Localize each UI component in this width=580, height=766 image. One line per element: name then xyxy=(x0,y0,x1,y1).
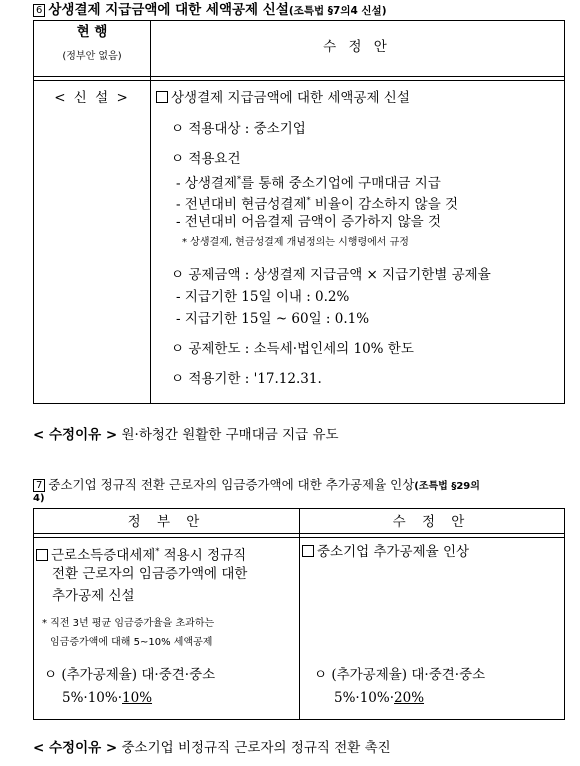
section-7-title-ref: (조특법 §29의 xyxy=(414,481,480,492)
amend-7-rate-values: 5%·10%·20% xyxy=(334,690,425,706)
table-6-left-header: 현 행 xyxy=(76,24,108,40)
table-7-header-rule xyxy=(33,533,564,538)
gov-7-line-1: 근로소득증대세제* 적용시 정규직 xyxy=(36,542,246,566)
checkbox-square-icon xyxy=(302,545,314,557)
section-number-6: 6 xyxy=(33,4,45,17)
table-6-right-header: 수 정 안 xyxy=(323,39,391,55)
amend-7-line-1: 중소기업 추가공제율 인상 xyxy=(302,542,469,562)
proposal-6-limit: ㅇ 공제한도 : 소득세·법인세의 10% 한도 xyxy=(171,341,414,357)
table-7-divider xyxy=(299,508,300,719)
checkbox-square-icon xyxy=(156,91,168,103)
proposal-6-req-3: - 전년대비 어음결제 금액이 증가하지 않을 것 xyxy=(176,214,442,230)
proposal-6-footnote: * 상생결제, 현금성결제 개념정의는 시행령에서 규정 xyxy=(182,237,409,248)
section-7-title xyxy=(33,476,480,496)
table-7-right-header: 수 정 안 xyxy=(392,514,471,530)
gov-7-sme-rate: 10% xyxy=(122,690,153,706)
proposal-6-requirements: ㅇ 적용요건 xyxy=(171,151,241,167)
section-6-reason xyxy=(33,425,339,445)
proposal-6-req-2: - 전년대비 현금성결제* 비율이 감소하지 않을 것 xyxy=(176,196,459,213)
gov-7-footnote-1: * 직전 3년 평균 임금증가율을 초과하는 xyxy=(42,618,215,629)
reason-label: < 수정이유 > xyxy=(33,427,118,443)
amend-7-sme-rate: 20% xyxy=(394,690,425,706)
table-7-left-header: 정 부 안 xyxy=(127,514,206,530)
proposal-6-deadline: ㅇ 적용기한 : '17.12.31. xyxy=(171,371,322,387)
checkbox-square-icon xyxy=(36,549,48,561)
section-7-title-ref-cont: 4) xyxy=(33,493,45,504)
table-6-left-body: < 신 설 > xyxy=(54,90,130,106)
gov-7-rate-values: 5%·10%·10% xyxy=(62,690,153,706)
section-7-title-text: 중소기업 정규직 전환 근로자의 임금증가액에 대한 추가공제율 인상 xyxy=(48,477,415,492)
proposal-6-rate-1: - 지급기한 15일 이내 : 0.2% xyxy=(176,289,350,305)
reason-text: 원·하청간 원활한 구매대금 지급 유도 xyxy=(121,427,339,443)
section-6-title-text: 상생결제 지급금액에 대한 세액공제 신설 xyxy=(48,2,289,18)
gov-7-line-2: 전환 근로자의 임금증가액에 대한 xyxy=(52,566,248,582)
gov-7-rate-line: ㅇ (추가공제율) 대·중견·중소 xyxy=(44,667,216,683)
section-number-7: 7 xyxy=(33,479,45,492)
table-6-header-rule xyxy=(33,76,564,81)
proposal-6-target: ㅇ 적용대상 : 중소기업 xyxy=(171,121,306,137)
section-7-reason xyxy=(33,738,391,758)
reason-label: < 수정이유 > xyxy=(33,740,118,756)
amend-7-rate-line: ㅇ (추가공제율) 대·중견·중소 xyxy=(314,667,486,683)
proposal-6-req-1: - 상생결제*를 통해 중소기업에 구매대금 지급 xyxy=(176,175,441,192)
proposal-6-heading: 상생결제 지급금액에 대한 세액공제 신설 xyxy=(156,88,410,108)
table-6-left-subheader: (정부안 없음) xyxy=(62,51,122,62)
proposal-6-rate-2: - 지급기한 15일 ~ 60일 : 0.1% xyxy=(176,311,370,327)
gov-7-footnote-2: 임금증가액에 대해 5~10% 세액공제 xyxy=(50,637,213,648)
section-6-title xyxy=(33,0,387,21)
reason-text: 중소기업 비정규직 근로자의 정규직 전환 촉진 xyxy=(121,740,391,756)
proposal-6-amount: ㅇ 공제금액 : 상생결제 지급금액 × 지급기한별 공제율 xyxy=(171,267,491,283)
section-6-title-ref: (조특법 §7의4 신설) xyxy=(288,5,387,17)
gov-7-line-3: 추가공제 신설 xyxy=(52,588,135,604)
